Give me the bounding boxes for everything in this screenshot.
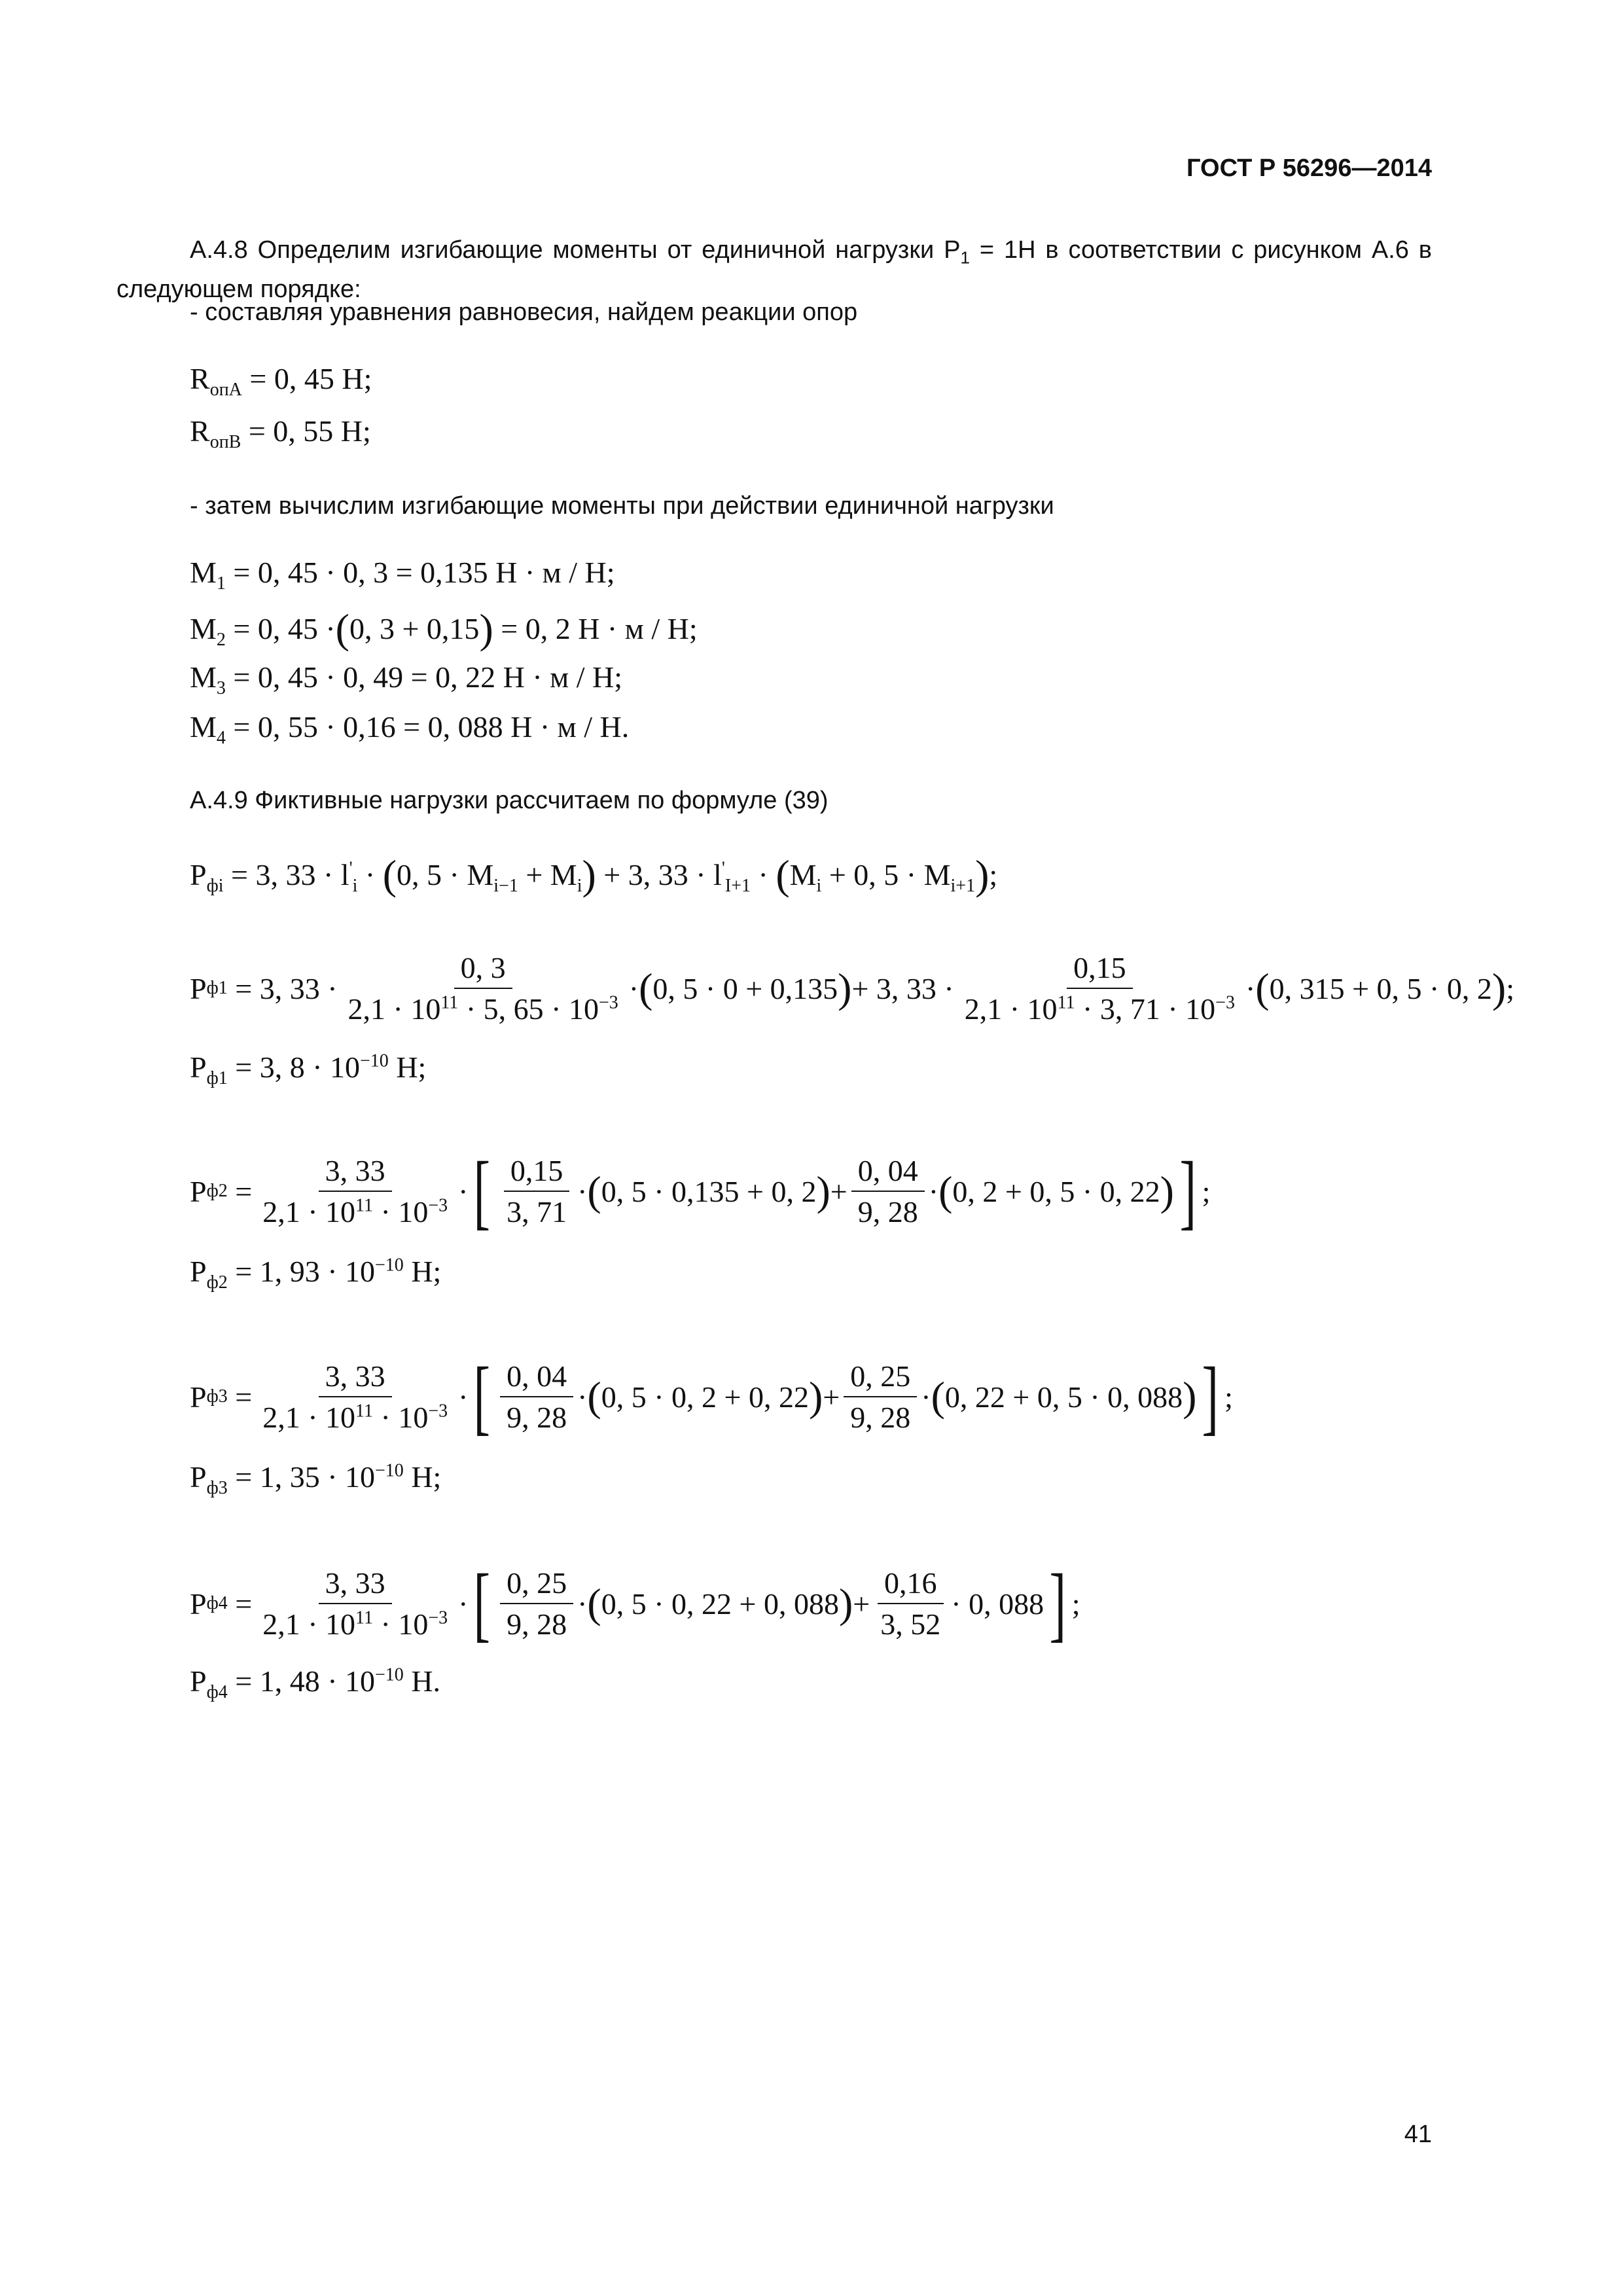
equation-moment-3: $M_3 = 0$, 45 · 0, 49 = 0, 22 Н · м / Н; xyxy=(190,660,623,699)
bracket-group: [ $\frac{0, 04}{9, 28}$ · ( 0, 5 · 0, 2 + 0, 22 ) + $\frac{0, 25}{9, 28}$ · ( 0, 22 + 0, 5 · 0, 088 ) ] xyxy=(473,1350,1219,1443)
step-moments-text: - затем вычислим изгибающие моменты при действии единичной нагрузки xyxy=(190,492,1054,520)
equation-moment-4: $M_4 = 0$, 55 · 0,16 = 0, 088 Н · м / Н. xyxy=(190,710,630,749)
fraction: $\frac{3, 33}{2,1 \cdot 10^{11} \cdot 10^{-3}}$ xyxy=(262,1566,448,1641)
bracket-group: [ $\frac{0, 25}{9, 28}$ · ( 0, 5 · 0, 22 + 0, 088 ) + $\frac{0,16}{3, 52}$ · 0, 088 ] xyxy=(473,1557,1067,1650)
result-pf3: $P_{ф3} = 1$, $35 \cdot 10^{-10}$ Н; xyxy=(190,1460,442,1499)
result-pf4: $P_{ф4} = 1$, $48 \cdot 10^{-10}$ Н. xyxy=(190,1664,441,1703)
fraction: $\frac{3, 33}{2,1 \cdot 10^{11} \cdot 10^{-3}}$ xyxy=(262,1154,448,1229)
equation-pf4: P ф4 = $\frac{3, 33}{2,1 \cdot 10^{11} \cdot 10^{-3}}$ · [ $\frac{0, 25}{9, 28}$ · ( 0, 5 · 0, 22 + 0, 088 ) + $\frac{0,16}{3, 52}$ · 0, 088 ] ; xyxy=(190,1557,1080,1650)
fraction: $\frac{0, 25}{9, 28}$ xyxy=(844,1359,917,1435)
fraction: $\frac{0,15}{2,1 \cdot 10^{11} \cdot 3, 71 \cdot 10^{-3}}$ xyxy=(964,951,1235,1026)
equation-moment-2: $M_2 = 0$, 45 ·(0, 3 + 0,15) = 0, 2 Н · м / Н; xyxy=(190,605,698,652)
equation-reaction-b: $R_{опВ} = 0$, 55 Н; xyxy=(190,414,371,453)
equation-formula-39: $P_{фi} = 3$, $33 \cdot l'_i \cdot (0$, $5 \cdot M_{i-1} + M_i) + 3$, $33 \cdot l'_{I+1} \cdot (M_i + 0$, $5 \cdot M_{i+1}$); xyxy=(190,852,998,898)
fraction: $\frac{0, 04}{9, 28}$ xyxy=(851,1153,925,1229)
paragraph-a49: А.4.9 Фиктивные нагрузки рассчитаем по формуле (39) xyxy=(190,787,829,814)
equation-pf1: P ф1 = 3, 33 · $\frac{0, 3}{2,1 \cdot 10^{11} \cdot 5, 65 \cdot 10^{-3}}$ · ( 0, 5 · 0 + 0,135 ) + 3, 33 · $\frac{0,15}{2,1 \cdot 10^{11} \cdot 3, 71 \cdot 10^{-3}}$ · ( 0, 315 + 0, 5 · 0, 2 ) ; xyxy=(190,951,1514,1026)
result-pf2: $P_{ф2} = 1$, $93 \cdot 10^{-10}$ Н; xyxy=(190,1255,442,1293)
fraction: $\frac{0, 04}{9, 28}$ xyxy=(500,1359,573,1435)
step-reactions-text: - составляя уравнения равновесия, найдем реакции опор xyxy=(190,298,858,326)
equation-pf2: P ф2 = $\frac{3, 33}{2,1 \cdot 10^{11} \cdot 10^{-3}}$ · [ $\frac{0,15}{3, 71}$ · ( 0, 5 · 0,135 + 0, 2 ) + $\frac{0, 04}{9, 28}$ · ( 0, 2 + 0, 5 · 0, 22 ) ] ; xyxy=(190,1145,1211,1238)
equation-pf3: P ф3 = $\frac{3, 33}{2,1 \cdot 10^{11} \cdot 10^{-3}}$ · [ $\frac{0, 04}{9, 28}$ · ( 0, 5 · 0, 2 + 0, 22 ) + $\frac{0, 25}{9, 28}$ · ( 0, 22 + 0, 5 · 0, 088 ) ] ; xyxy=(190,1350,1233,1443)
bracket-group: [ $\frac{0,15}{3, 71}$ · ( 0, 5 · 0,135 + 0, 2 ) + $\frac{0, 04}{9, 28}$ · ( 0, 2 + 0, 5 · 0, 22 ) ] xyxy=(473,1145,1197,1238)
equation-reaction-a: $R_{опА} = 0$, 45 Н; xyxy=(190,362,372,401)
fraction: $\frac{0,16}{3, 52}$ xyxy=(874,1566,947,1641)
document-header: ГОСТ Р 56296—2014 xyxy=(1186,154,1432,182)
paragraph-a48: А.4.8 Определим изгибающие моменты от единичной нагрузки $Р_1 = 1Н$ в соответствии с рисунком А.6 в следующем порядке: xyxy=(116,236,1432,303)
page-number: 41 xyxy=(1404,2121,1432,2148)
fraction: $\frac{3, 33}{2,1 \cdot 10^{11} \cdot 10^{-3}}$ xyxy=(262,1359,448,1434)
fraction: $\frac{0, 3}{2,1 \cdot 10^{11} \cdot 5, 65 \cdot 10^{-3}}$ xyxy=(348,951,618,1026)
result-pf1: $P_{ф1} = 3$, $8 \cdot 10^{-10}$ Н; xyxy=(190,1050,427,1089)
fraction: $\frac{0, 25}{9, 28}$ xyxy=(500,1566,573,1641)
fraction: $\frac{0,15}{3, 71}$ xyxy=(500,1153,573,1229)
equation-moment-1: $M_1 = 0$, 45 · 0, 3 = 0,135 Н · м / Н; xyxy=(190,556,615,594)
